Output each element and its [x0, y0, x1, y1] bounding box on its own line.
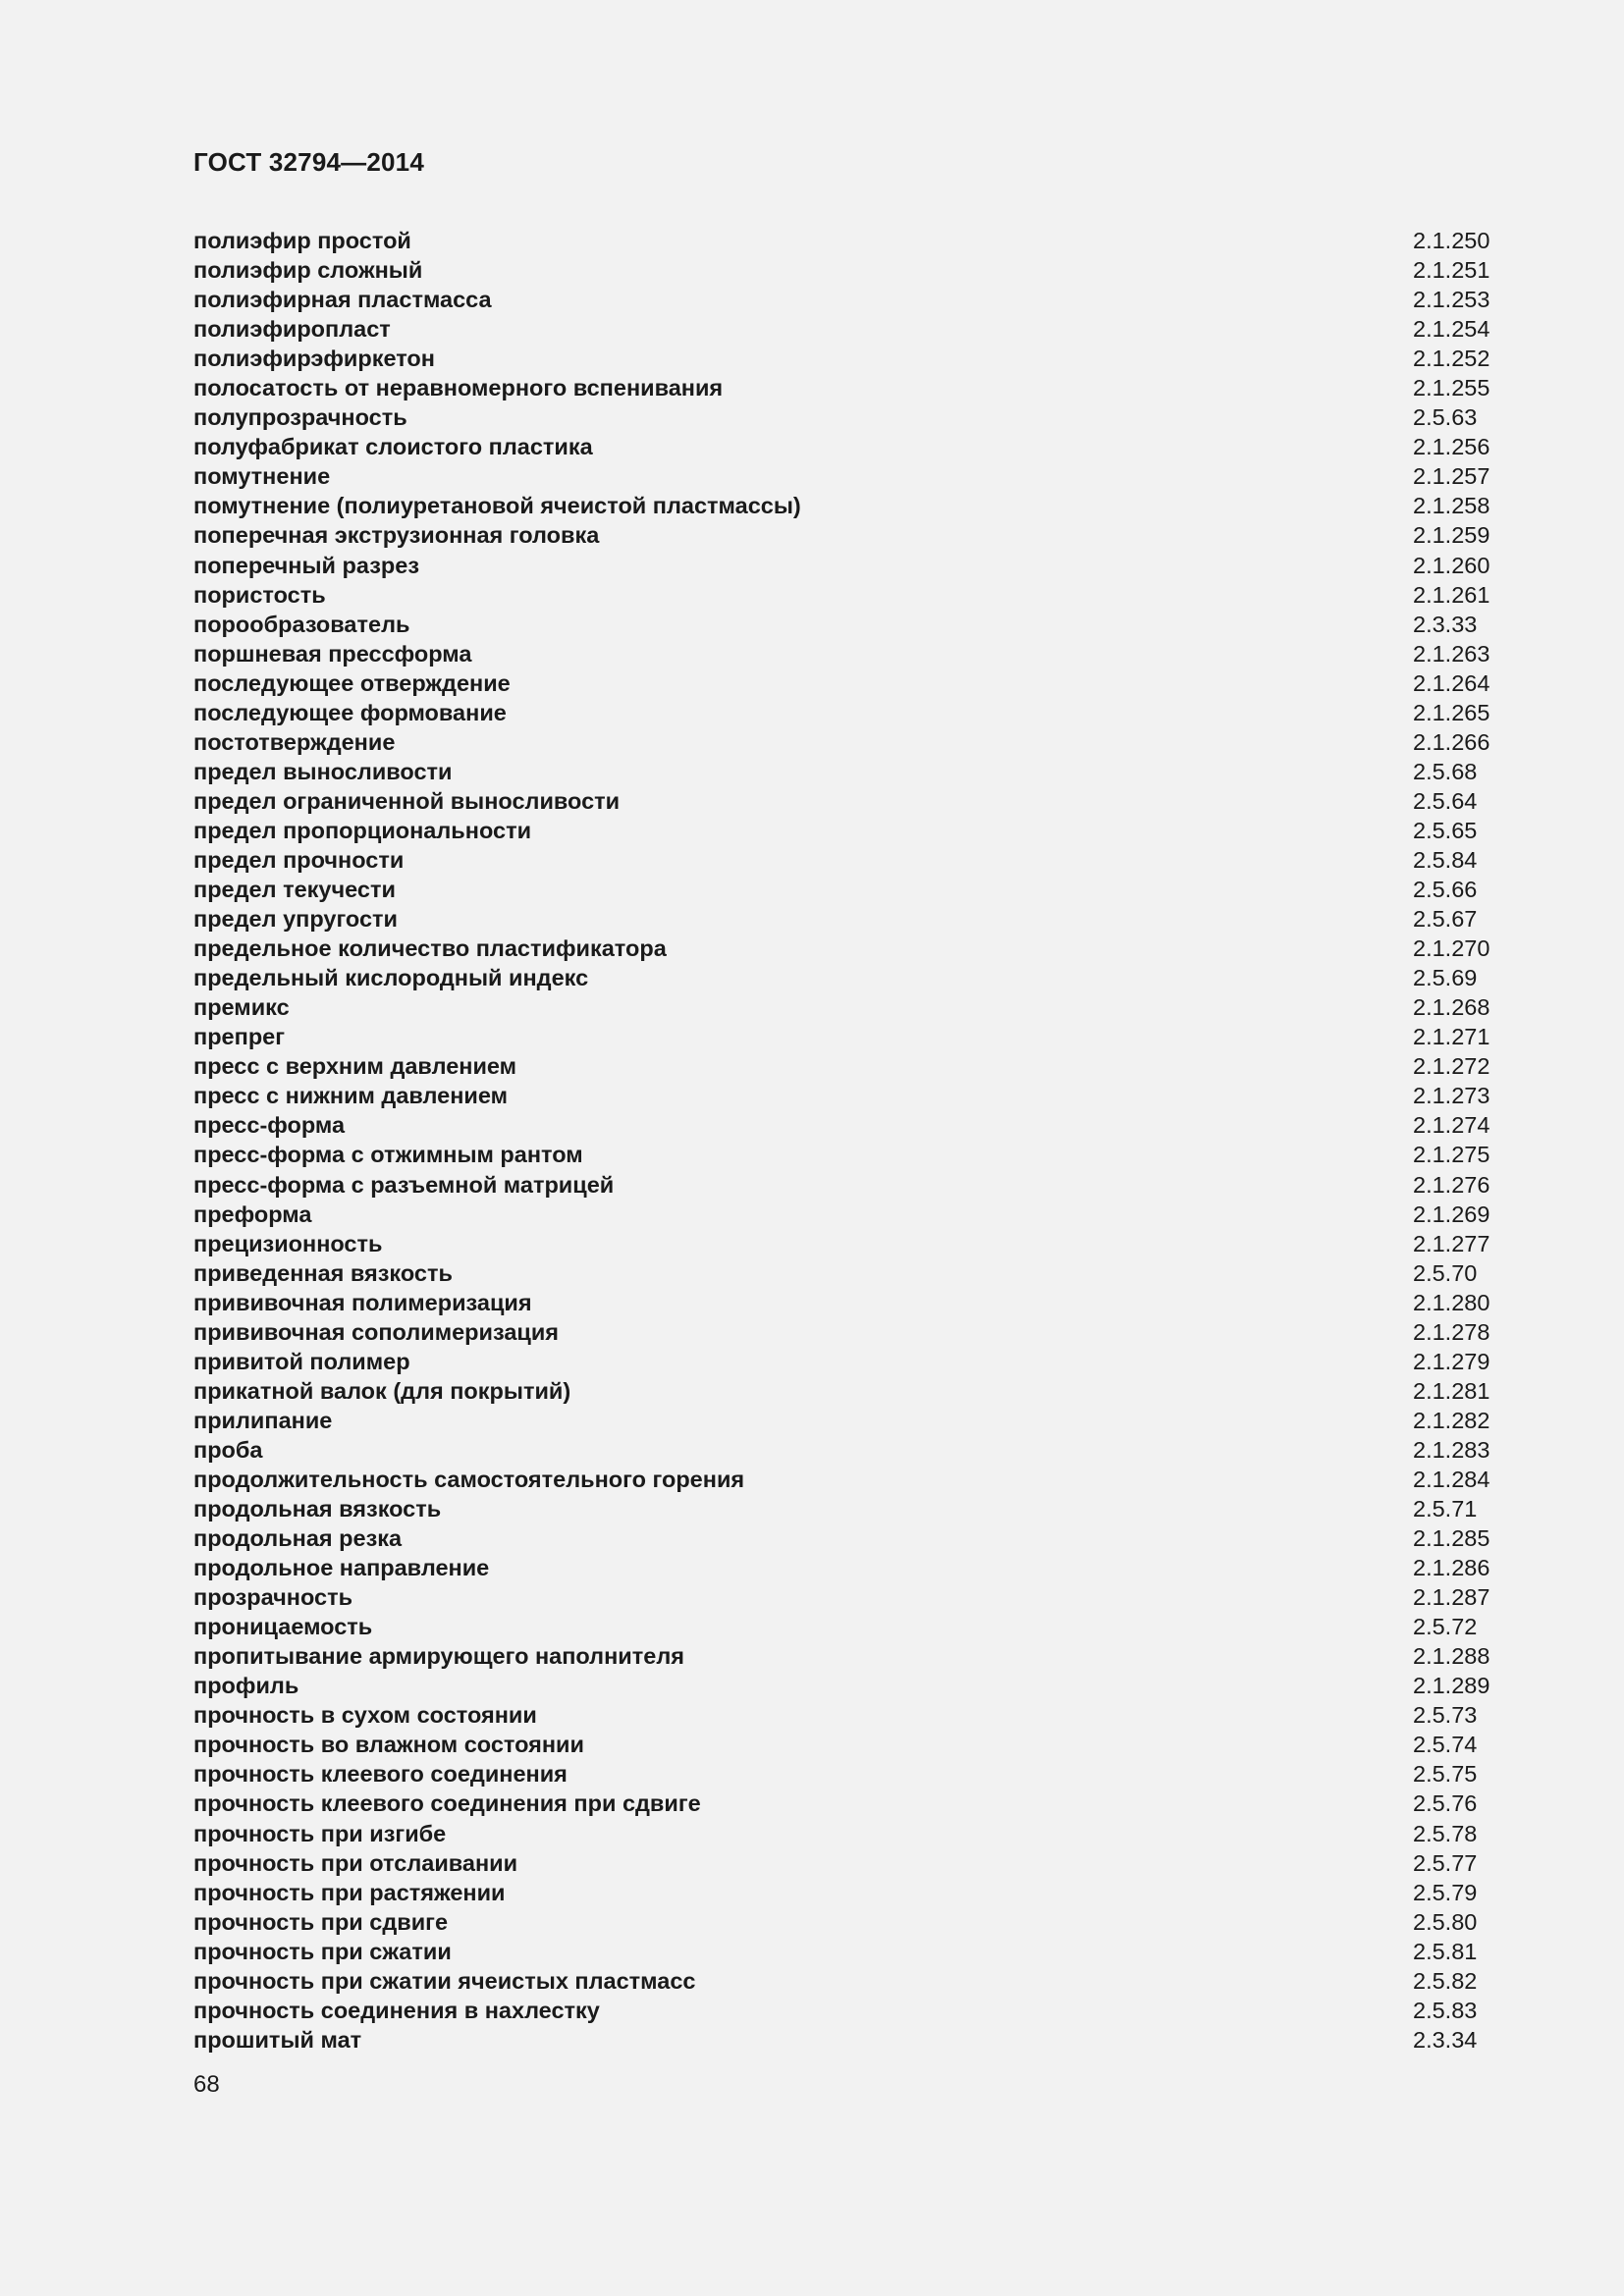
index-entry	[193, 727, 1499, 757]
index-term: предельное количество пластификатора	[193, 935, 667, 962]
index-term: прочность клеевого соединения при сдвиге	[193, 1790, 701, 1817]
index-entry	[193, 226, 1499, 255]
index-entry	[193, 1730, 1499, 1759]
index-entry	[193, 432, 1499, 461]
index-reference: 2.1.266	[1413, 728, 1490, 755]
index-reference: 2.1.277	[1413, 1230, 1490, 1256]
index-term: помутнение	[193, 463, 331, 490]
index-term: прививочная полимеризация	[193, 1289, 532, 1315]
index-reference: 2.3.33	[1413, 611, 1478, 637]
index-reference: 2.1.273	[1413, 1083, 1490, 1109]
document-header: ГОСТ 32794—2014	[193, 147, 424, 177]
index-entry	[193, 461, 1499, 491]
index-term: предел ограниченной выносливости	[193, 787, 621, 814]
index-term: поршневая прессформа	[193, 640, 472, 667]
index-reference: 2.5.73	[1413, 1702, 1478, 1729]
index-reference: 2.1.257	[1413, 463, 1490, 490]
index-entry	[193, 314, 1499, 344]
index-term: полиэфиропласт	[193, 316, 391, 343]
index-term: предел выносливости	[193, 758, 453, 784]
index-entry	[193, 520, 1499, 550]
index-entry	[193, 344, 1499, 373]
index-entry	[193, 845, 1499, 875]
index-reference: 2.1.256	[1413, 434, 1490, 460]
index-reference: 2.1.255	[1413, 375, 1490, 401]
index-reference: 2.1.265	[1413, 699, 1490, 725]
index-term: пресс-форма	[193, 1112, 346, 1139]
index-reference: 2.1.258	[1413, 493, 1490, 519]
index-term: предел упругости	[193, 906, 398, 933]
index-reference: 2.1.279	[1413, 1348, 1490, 1374]
index-term: премикс	[193, 994, 290, 1021]
index-entry	[193, 1288, 1499, 1317]
index-reference: 2.1.252	[1413, 346, 1490, 372]
index-entry	[193, 1553, 1499, 1582]
index-term: поперечный разрез	[193, 552, 420, 578]
index-reference: 2.1.280	[1413, 1289, 1490, 1315]
index-entry	[193, 1081, 1499, 1110]
index-term: предел текучести	[193, 877, 396, 903]
index-entry	[193, 1582, 1499, 1612]
index-reference: 2.5.64	[1413, 787, 1478, 814]
index-term: прочность в сухом состоянии	[193, 1702, 537, 1729]
index-reference: 2.5.70	[1413, 1259, 1478, 1286]
index-reference: 2.5.80	[1413, 1908, 1478, 1935]
index-entry	[193, 1494, 1499, 1523]
index-reference: 2.1.287	[1413, 1584, 1490, 1611]
index-reference: 2.5.72	[1413, 1614, 1478, 1640]
index-entry	[193, 1170, 1499, 1200]
index-entry	[193, 757, 1499, 786]
index-term: пористость	[193, 581, 326, 608]
index-term: поперечная экструзионная головка	[193, 522, 600, 549]
index-entry	[193, 551, 1499, 580]
index-entry	[193, 1200, 1499, 1229]
index-entry	[193, 1759, 1499, 1789]
index-reference: 2.5.76	[1413, 1790, 1478, 1817]
index-term: прочность при сжатии	[193, 1938, 452, 1964]
index-term: прикатной валок (для покрытий)	[193, 1377, 571, 1404]
index-reference: 2.1.270	[1413, 935, 1490, 962]
index-entry	[193, 1966, 1499, 1996]
index-reference: 2.1.278	[1413, 1318, 1490, 1345]
index-reference: 2.5.82	[1413, 1967, 1478, 1994]
index-entry	[193, 639, 1499, 668]
index-term: прочность при сжатии ячеистых пластмасс	[193, 1967, 696, 1994]
index-term: полуфабрикат слоистого пластика	[193, 434, 593, 460]
index-entry	[193, 1700, 1499, 1730]
index-term: прозрачность	[193, 1584, 353, 1611]
index-term: препрег	[193, 1024, 286, 1050]
index-reference: 2.3.34	[1413, 2026, 1478, 2053]
index-entry	[193, 1022, 1499, 1051]
index-term: пресс-форма с разъемной матрицей	[193, 1171, 615, 1198]
index-term: пресс с верхним давлением	[193, 1053, 517, 1080]
index-reference: 2.1.286	[1413, 1555, 1490, 1581]
index-reference: 2.5.78	[1413, 1820, 1478, 1846]
index-entry	[193, 1612, 1499, 1641]
index-entry	[193, 1140, 1499, 1169]
index-reference: 2.1.285	[1413, 1525, 1490, 1552]
index-entry	[193, 1523, 1499, 1553]
index-reference: 2.5.69	[1413, 965, 1478, 991]
index-entry	[193, 668, 1499, 698]
index-entry	[193, 610, 1499, 639]
index-term: продольное направление	[193, 1555, 490, 1581]
index-entry	[193, 285, 1499, 314]
index-reference: 2.5.65	[1413, 817, 1478, 843]
index-reference: 2.5.79	[1413, 1879, 1478, 1905]
index-entry	[193, 1435, 1499, 1465]
index-term: полосатость от неравномерного вспенивания	[193, 375, 724, 401]
index-term: последующее формование	[193, 699, 507, 725]
index-term: прочность соединения в нахлестку	[193, 1997, 600, 2023]
index-entry	[193, 1465, 1499, 1494]
index-term: продольная вязкость	[193, 1496, 442, 1522]
index-entry	[193, 255, 1499, 285]
index-term: постотверждение	[193, 728, 396, 755]
index-entry	[193, 2025, 1499, 2055]
index-term: прошитый мат	[193, 2026, 362, 2053]
index-reference: 2.1.271	[1413, 1024, 1490, 1050]
index-reference: 2.5.77	[1413, 1849, 1478, 1876]
index-entry	[193, 491, 1499, 520]
index-term: порообразователь	[193, 611, 410, 637]
index-entry	[193, 786, 1499, 816]
index-term: проницаемость	[193, 1614, 373, 1640]
index-term: прочность при изгибе	[193, 1820, 447, 1846]
index-entry	[193, 1789, 1499, 1818]
index-reference: 2.1.269	[1413, 1201, 1490, 1227]
index-term: полиэфирная пластмасса	[193, 287, 492, 313]
index-entry	[193, 1671, 1499, 1700]
index-term: полиэфир сложный	[193, 257, 423, 284]
index-entry	[193, 992, 1499, 1022]
index-entry	[193, 1110, 1499, 1140]
index-reference: 2.5.66	[1413, 877, 1478, 903]
index-reference: 2.5.68	[1413, 758, 1478, 784]
index-entry	[193, 875, 1499, 904]
index-term: предельный кислородный индекс	[193, 965, 589, 991]
index-term: предел прочности	[193, 846, 405, 873]
index-reference: 2.1.268	[1413, 994, 1490, 1021]
index-term: полупрозрачность	[193, 404, 407, 431]
index-term: прочность при отслаивании	[193, 1849, 518, 1876]
index-term: полиэфирэфиркетон	[193, 346, 435, 372]
index-entry	[193, 1406, 1499, 1435]
index-reference: 2.1.250	[1413, 228, 1490, 253]
index-term: профиль	[193, 1673, 299, 1699]
index-reference: 2.1.275	[1413, 1142, 1490, 1168]
index-term: продольная резка	[193, 1525, 403, 1552]
index-term: пресс-форма с отжимным рантом	[193, 1142, 583, 1168]
index-entry	[193, 1229, 1499, 1258]
index-term: продолжительность самостоятельного горения	[193, 1466, 745, 1492]
index-term: предел пропорциональности	[193, 817, 532, 843]
index-reference: 2.1.251	[1413, 257, 1490, 284]
index-entry	[193, 1376, 1499, 1406]
index-entry	[193, 402, 1499, 432]
index-reference: 2.5.63	[1413, 404, 1478, 431]
index-reference: 2.1.276	[1413, 1171, 1490, 1198]
index-term: пресс с нижним давлением	[193, 1083, 509, 1109]
index-reference: 2.5.81	[1413, 1938, 1478, 1964]
index-reference: 2.5.71	[1413, 1496, 1478, 1522]
index-reference: 2.1.281	[1413, 1377, 1490, 1404]
index-term: привитой полимер	[193, 1348, 410, 1374]
index-entry	[193, 1317, 1499, 1347]
index-entry	[193, 580, 1499, 610]
index-reference: 2.1.274	[1413, 1112, 1490, 1139]
index-entry	[193, 698, 1499, 727]
index-term: пропитывание армирующего наполнителя	[193, 1643, 684, 1670]
index-entry	[193, 1996, 1499, 2025]
index-term: проба	[193, 1436, 263, 1463]
index-reference: 2.1.254	[1413, 316, 1490, 343]
index-term: прививочная сополимеризация	[193, 1318, 560, 1345]
index-reference: 2.5.67	[1413, 906, 1478, 933]
index-reference: 2.1.282	[1413, 1407, 1490, 1433]
index-entry	[193, 1641, 1499, 1671]
index-entry	[193, 963, 1499, 992]
index-term: последующее отверждение	[193, 669, 511, 696]
index-reference: 2.1.263	[1413, 640, 1490, 667]
index-reference: 2.1.259	[1413, 522, 1490, 549]
index-term: прочность клеевого соединения	[193, 1761, 568, 1788]
index-entry	[193, 816, 1499, 845]
index-term: прочность при растяжении	[193, 1879, 506, 1905]
index-reference: 2.1.289	[1413, 1673, 1490, 1699]
index-term: прилипание	[193, 1407, 333, 1433]
index-term: преформа	[193, 1201, 312, 1227]
index-entry	[193, 904, 1499, 934]
index-term: прочность во влажном состоянии	[193, 1732, 584, 1758]
index-reference: 2.1.253	[1413, 287, 1490, 313]
index-entry	[193, 1878, 1499, 1907]
term-index-list	[193, 226, 1499, 2055]
index-entry	[193, 1937, 1499, 1966]
index-reference: 2.1.272	[1413, 1053, 1490, 1080]
index-term: помутнение (полиуретановой ячеистой пластмассы)	[193, 493, 801, 519]
index-entry	[193, 1258, 1499, 1288]
index-reference: 2.5.83	[1413, 1997, 1478, 2023]
index-entry	[193, 1051, 1499, 1081]
index-entry	[193, 1819, 1499, 1848]
index-reference: 2.5.74	[1413, 1732, 1478, 1758]
index-entry	[193, 373, 1499, 402]
index-reference: 2.1.264	[1413, 669, 1490, 696]
index-term: прецизионность	[193, 1230, 383, 1256]
index-entry	[193, 1347, 1499, 1376]
index-entry	[193, 1848, 1499, 1878]
index-entry	[193, 934, 1499, 963]
index-entry	[193, 1907, 1499, 1937]
index-term: полиэфир простой	[193, 228, 411, 253]
page-number: 68	[193, 2071, 220, 2098]
index-reference: 2.1.261	[1413, 581, 1490, 608]
index-reference: 2.1.283	[1413, 1436, 1490, 1463]
index-reference: 2.1.284	[1413, 1466, 1490, 1492]
index-reference: 2.5.75	[1413, 1761, 1478, 1788]
index-reference: 2.5.84	[1413, 846, 1478, 873]
index-reference: 2.1.288	[1413, 1643, 1490, 1670]
index-reference: 2.1.260	[1413, 552, 1490, 578]
index-term: приведенная вязкость	[193, 1259, 453, 1286]
index-term: прочность при сдвиге	[193, 1908, 449, 1935]
